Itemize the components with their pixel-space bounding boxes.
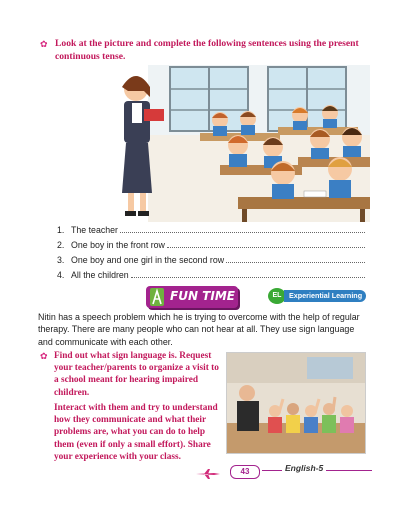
- page-number: 43: [230, 465, 260, 479]
- fun-time-icon: [150, 288, 164, 306]
- classroom-illustration: [108, 65, 370, 222]
- book-title: English-5: [282, 463, 326, 473]
- nitin-paragraph: Nitin has a speech problem which he is trying to overcome with the help of regular therapy. There are many people who can not hear at all. They use sign language and communicate with each other.: [38, 312, 360, 347]
- sentence-3: 3. One boy and one girl in the second row: [57, 255, 365, 265]
- el-label: Experiential Learning: [284, 290, 366, 302]
- answer-blank-4[interactable]: [131, 276, 365, 278]
- instruction-text: Look at the picture and complete the following sentences using the present continuous tense.: [55, 38, 359, 62]
- el-circle: EL: [268, 288, 286, 304]
- flower-bullet-icon: ✿: [40, 352, 48, 362]
- flower-bullet-icon: ✿: [40, 40, 48, 50]
- sentence-1: 1. The teacher: [57, 225, 365, 235]
- fun-time-badge: [146, 286, 238, 308]
- answer-blank-2[interactable]: [167, 246, 365, 248]
- activity-para-2: Interact with them and try to understand how they communicate and what their problems are, what you can do to help them (even if only a small effort). Share your experience with your class.: [54, 403, 218, 462]
- answer-blank-3[interactable]: [226, 261, 365, 263]
- airplane-icon: [196, 466, 220, 476]
- answer-blank-1[interactable]: [120, 231, 365, 233]
- experiential-learning-badge: [268, 288, 366, 304]
- activity-para-1: Find out what sign language is. Request your teacher/parents to organize a visit to a school meant for hearing impaired children.: [54, 351, 219, 398]
- fun-time-label: FUN TIME: [170, 289, 235, 303]
- sentence-2: 2. One boy in the front row: [57, 240, 365, 250]
- sentence-4: 4. All the children: [57, 270, 365, 280]
- sign-language-photo: [226, 352, 366, 454]
